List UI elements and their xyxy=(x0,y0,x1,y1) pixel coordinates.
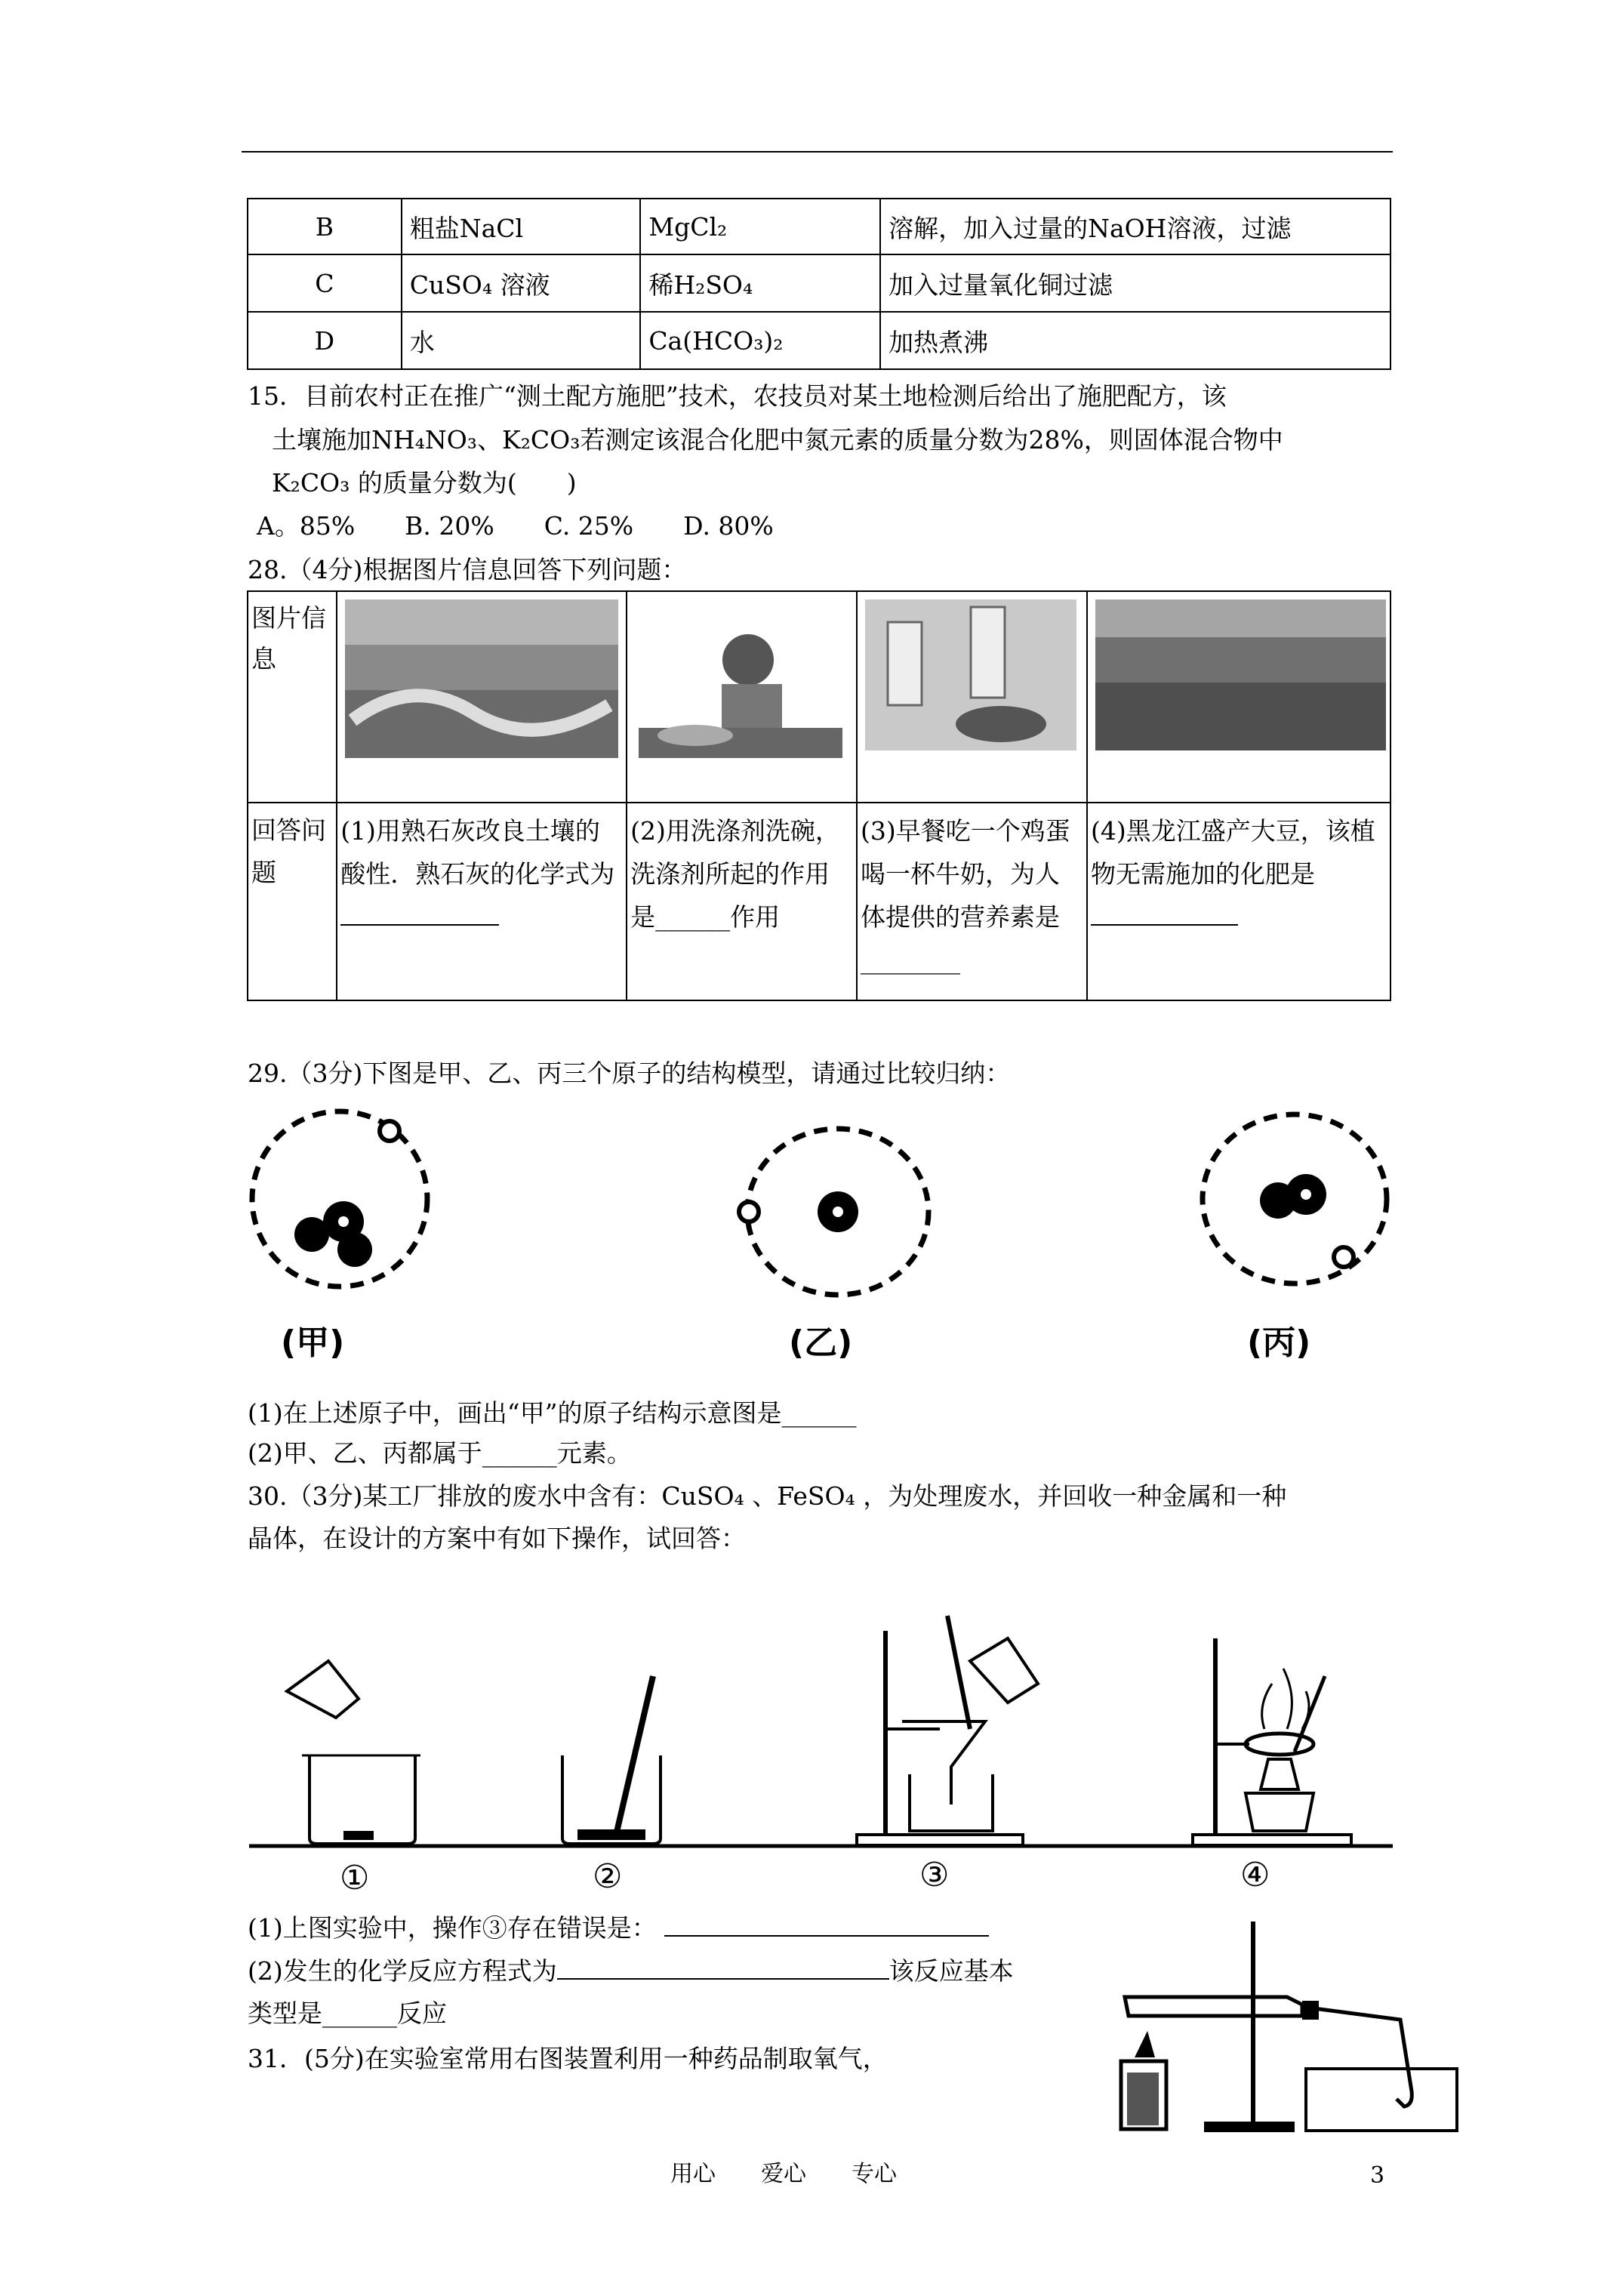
operation-1-drawing xyxy=(287,1661,420,1844)
answer-blank[interactable] xyxy=(664,1912,989,1937)
q30-question-2-cont: 类型是______反应 xyxy=(248,1999,447,2028)
table-cell: D xyxy=(248,312,402,369)
q15-line3: K₂CO₃ 的质量分数为( ) xyxy=(272,468,577,498)
purification-table xyxy=(247,198,1391,370)
q29-title: 29.（3分)下图是甲、乙、丙三个原子的结构模型，请通过比较归纳： xyxy=(248,1059,1011,1088)
atom-label: (甲) xyxy=(281,1324,345,1362)
table-cell: 溶解，加入过量的NaOH溶液，过滤 xyxy=(880,199,1390,254)
atom-jia-model xyxy=(242,1102,438,1299)
q30-question-2 xyxy=(248,1955,1014,1986)
table-cell: Ca(HCO₃)₂ xyxy=(640,312,880,369)
table-row xyxy=(248,254,1390,312)
table-cell: 稀H₂SO₄ xyxy=(640,254,880,312)
operation-3-drawing xyxy=(857,1616,1038,1845)
table-row xyxy=(248,591,1390,803)
q30-question-1 xyxy=(248,1912,989,1943)
table-row xyxy=(248,312,1390,369)
row-label: 回答问题 xyxy=(248,803,337,1000)
table-cell: 粗盐NaCl xyxy=(402,199,641,254)
lab-operations-figure xyxy=(245,1578,1397,1895)
photo-cell xyxy=(627,591,857,803)
atom-yi-model xyxy=(736,1121,940,1302)
q30-line2: 晶体，在设计的方案中有如下操作，试回答： xyxy=(248,1524,746,1553)
answer-blank[interactable] xyxy=(340,901,499,926)
table-cell: MgCl₂ xyxy=(640,199,880,254)
operation-label: ① xyxy=(340,1859,370,1897)
table-cell: 加热煮沸 xyxy=(880,312,1390,369)
answer-cell xyxy=(337,803,627,1000)
page-number: 3 xyxy=(1370,2162,1385,2189)
photo-cell xyxy=(337,591,627,803)
row-label: 图片信息 xyxy=(248,591,337,803)
answer-text: (4)黑龙江盛产大豆，该植物无需施加的化肥是 xyxy=(1090,816,1375,889)
operation-label: ④ xyxy=(1240,1856,1270,1894)
q29-question-1: (1)在上述原子中，画出“甲”的原子结构示意图是______ xyxy=(248,1398,857,1428)
q15-options: A。85% B. 20% C. 25% D. 80% xyxy=(257,511,774,541)
operation-label: ③ xyxy=(919,1856,950,1894)
atom-label: (丙) xyxy=(1247,1324,1311,1362)
photo-cell xyxy=(1087,591,1390,803)
table-row xyxy=(248,199,1390,254)
table-cell: CuSO₄ 溶液 xyxy=(402,254,641,312)
answer-text: (1)用熟石灰改良土壤的酸性．熟石灰的化学式为 xyxy=(340,816,615,889)
q30-q1-text: (1)上图实验中，操作③存在错误是： xyxy=(248,1913,657,1943)
q31-line1: 31．(5分)在实验室常用右图装置利用一种药品制取氧气， xyxy=(248,2044,888,2073)
answer-blank[interactable] xyxy=(1091,901,1238,926)
q15-line1: 15．目前农村正在推广“测土配方施肥”技术，农技员对某土地检测后给出了施肥配方，该 xyxy=(248,381,1227,411)
photo-cell xyxy=(857,591,1087,803)
answer-cell: (2)用洗涤剂洗碗，洗涤剂所起的作用是______作用 xyxy=(627,803,857,1000)
q30-line1: 30.（3分)某工厂排放的废水中含有：CuSO₄ 、FeSO₄ ，为处理废水，并回收一种金属和一种 xyxy=(248,1481,1287,1511)
q28-title: 28.（4分)根据图片信息回答下列问题： xyxy=(248,555,687,584)
q30-q2-tail: 该反应基本 xyxy=(888,1956,1014,1986)
soybean-field-photo xyxy=(1088,592,1390,796)
operation-label: ② xyxy=(593,1857,623,1896)
table-cell: 水 xyxy=(402,312,641,369)
atom-bing-model xyxy=(1193,1110,1397,1299)
table-row xyxy=(248,803,1390,1000)
operation-2-drawing xyxy=(562,1676,661,1844)
answer-blank[interactable] xyxy=(557,1955,889,1980)
oxygen-apparatus-figure xyxy=(1113,1910,1468,2137)
q28-table xyxy=(247,590,1391,1001)
q30-q2-text: (2)发生的化学反应方程式为 xyxy=(248,1956,557,1986)
operation-4-drawing xyxy=(1193,1638,1351,1845)
table-cell: 加入过量氧化铜过滤 xyxy=(880,254,1390,312)
table-cell: C xyxy=(248,254,402,312)
q15-line2: 土壤施加NH₄NO₃、K₂CO₃若测定该混合化肥中氮元素的质量分数为28%，则固体混合物中 xyxy=(272,425,1283,455)
breakfast-photo xyxy=(858,592,1084,796)
header-rule xyxy=(242,151,1393,153)
table-cell: B xyxy=(248,199,402,254)
field-photo xyxy=(337,592,624,796)
answer-cell: (3)早餐吃一个鸡蛋喝一杯牛奶，为人体提供的营养素是________ xyxy=(857,803,1087,1000)
atom-label: (乙) xyxy=(789,1324,853,1362)
answer-cell xyxy=(1087,803,1390,1000)
footer-motto: 用心 爱心 专心 xyxy=(670,2161,897,2187)
q29-question-2: (2)甲、乙、丙都属于______元素。 xyxy=(248,1438,632,1468)
dishwashing-photo xyxy=(627,592,854,796)
